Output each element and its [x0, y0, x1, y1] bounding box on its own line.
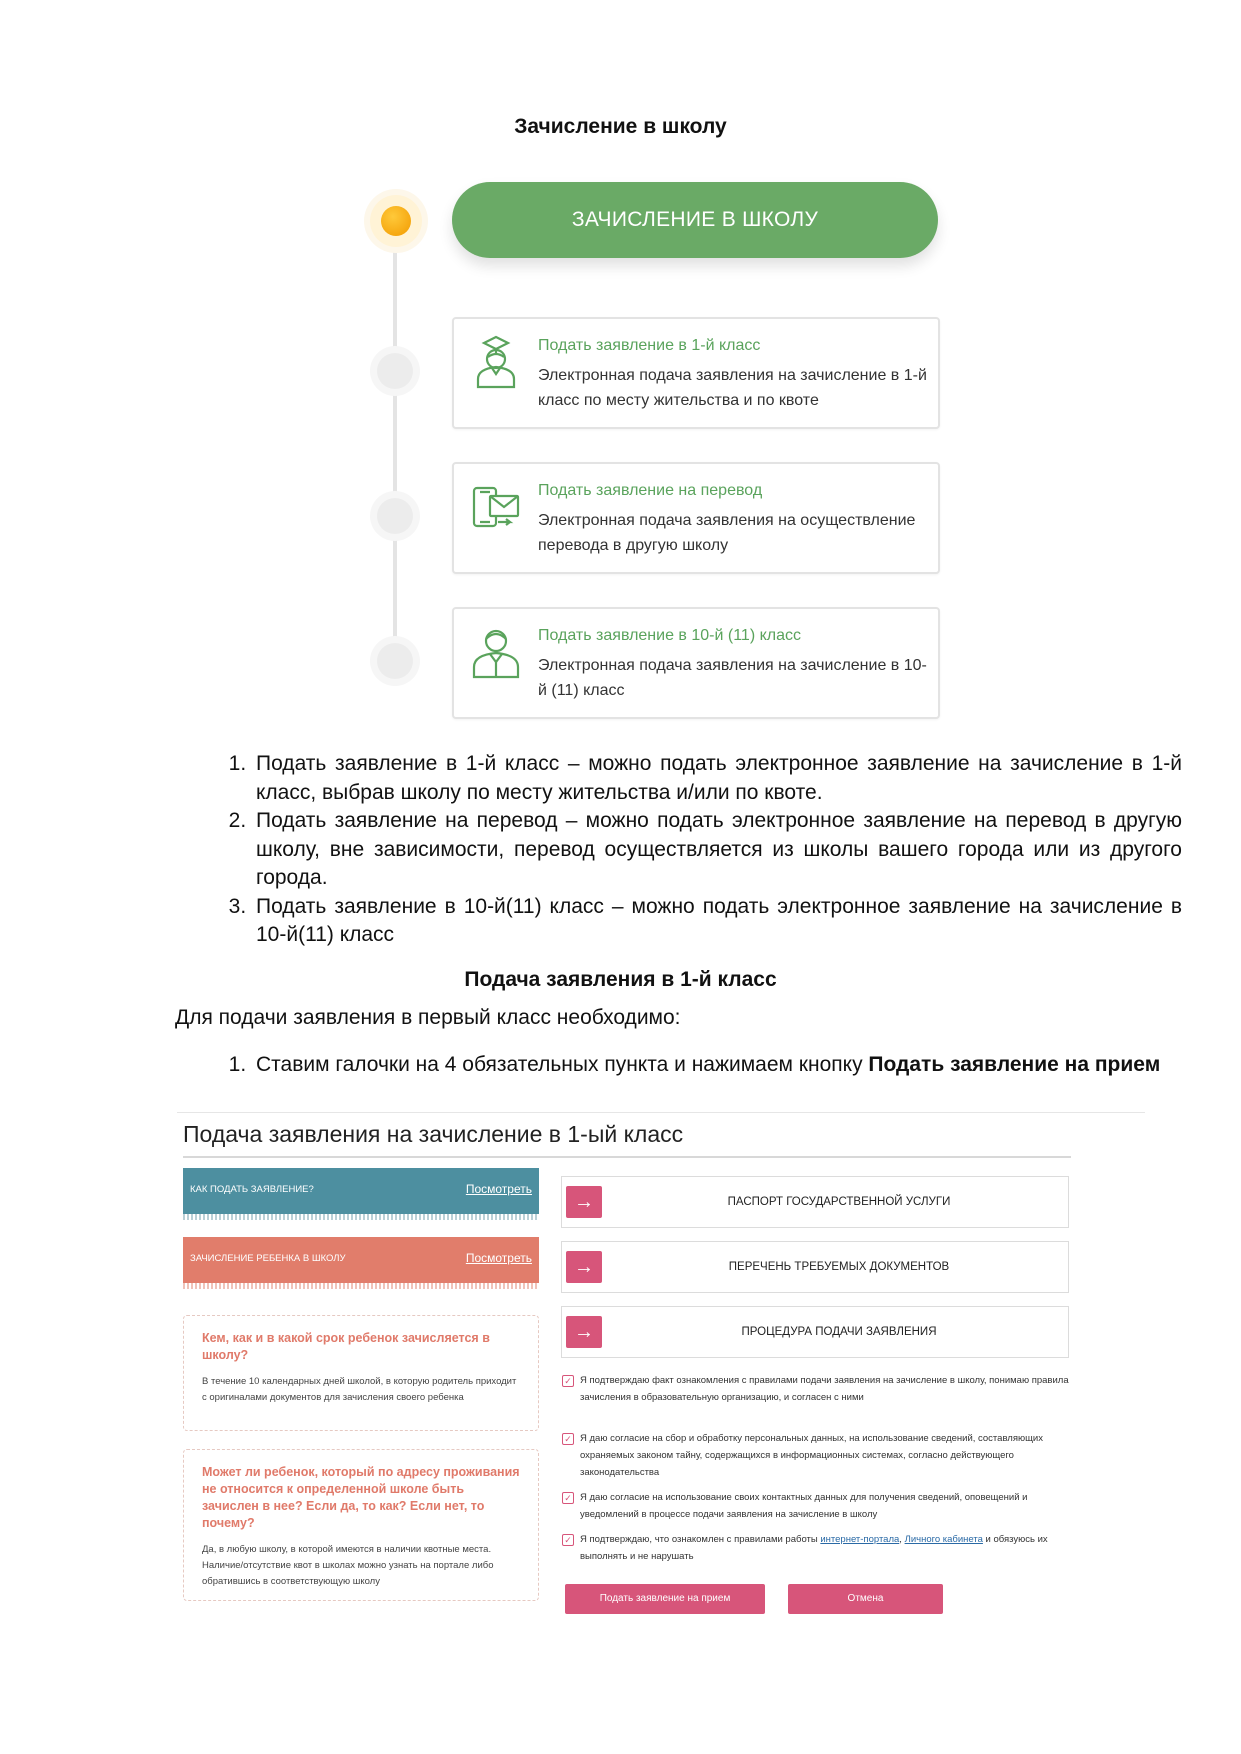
service-card-tenth-grade[interactable]	[452, 607, 940, 719]
steps-list	[220, 1051, 1182, 1080]
checkbox-label: Я подтверждаю факт ознакомления с правилами подачи заявления на зачисление в школу, понимаю правила зачисления в образовательную организацию, и согласен с ними	[580, 1375, 1069, 1403]
checkbox-checked-icon[interactable]: ✓	[562, 1492, 574, 1504]
faq-question: Кем, как и в какой срок ребенок зачисляется в школу?	[202, 1331, 490, 1362]
portal-link[interactable]: интернет-портала	[820, 1534, 900, 1545]
view-link[interactable]: Посмотреть	[465, 1182, 532, 1196]
list-item	[252, 1051, 1182, 1080]
how-to-apply-banner	[183, 1168, 539, 1214]
section-title: Подача заявления в 1-й класс	[464, 968, 777, 991]
consent-rules-checkbox[interactable]	[562, 1372, 1072, 1424]
document-title: Зачисление в школу	[514, 115, 727, 138]
checkbox-checked-icon[interactable]: ✓	[562, 1433, 574, 1445]
checkbox-checked-icon[interactable]: ✓	[562, 1534, 574, 1546]
procedure-link[interactable]	[561, 1306, 1069, 1358]
timeline-active-dot	[370, 195, 422, 247]
divider	[183, 1156, 1071, 1158]
timeline-line	[393, 222, 397, 670]
consent-personal-data-checkbox[interactable]	[562, 1430, 1072, 1482]
banner-label: КАК ПОДАТЬ ЗАЯВЛЕНИЕ?	[190, 1184, 314, 1195]
service-explanation-list	[220, 750, 1182, 950]
service-card-first-grade[interactable]	[452, 317, 940, 429]
step-bold-text: Подать заявление на прием	[868, 1053, 1161, 1076]
step-text: Ставим галочки на 4 обязательных пункта и нажимаем кнопку	[256, 1053, 869, 1076]
faq-answer: В течение 10 календарных дней школой, в которую родитель приходит с оригиналами документов для зачисления своего ребенка	[202, 1376, 517, 1403]
transfer-envelope-icon	[468, 478, 524, 536]
list-item: 3. Подать заявление в 10-й(11) класс – можно подать электронное заявление на зачисление в 10-й(11) класс	[252, 893, 1182, 950]
checkbox-label: Я даю согласие на сбор и обработку персональных данных, на использование сведений, составляющих охраняемых законом тайну, содержащихся в информационных системах, согласно действующего законодательства	[580, 1433, 1043, 1478]
card-description: Электронная подача заявления на зачисление в 1-й класс по месту жительства и по квоте	[538, 367, 927, 409]
link-label: ПЕРЕЧЕНЬ ТРЕБУЕМЫХ ДОКУМЕНТОВ	[728, 1261, 950, 1273]
student-icon	[468, 333, 524, 391]
graduate-icon	[468, 623, 524, 681]
card-description: Электронная подача заявления на зачисление в 10-й (11) класс	[538, 657, 927, 699]
personal-cabinet-link[interactable]: Личного кабинета	[904, 1534, 983, 1545]
consent-portal-rules-checkbox[interactable]	[562, 1531, 1072, 1567]
card-title: Подать заявление на перевод	[538, 482, 763, 499]
card-title: Подать заявление в 10-й (11) класс	[538, 627, 801, 644]
divider	[177, 1112, 1145, 1113]
banner-label: ЗАЧИСЛЕНИЕ РЕБЕНКА В ШКОЛУ	[190, 1253, 346, 1264]
checkbox-label	[580, 1531, 1070, 1565]
list-item: 2. Подать заявление на перевод – можно подать электронное заявление на перевод в другую школу, вне зависимости, перевод осуществляется из школы вашего города или из другого города.	[252, 807, 1182, 893]
service-card-transfer[interactable]	[452, 462, 940, 574]
faq-answer: Да, в любую школу, в которой имеются в наличии квотные места. Наличие/отсутствие квот в школах можно узнать на портале либо обратившись в соответствующую школу	[202, 1544, 494, 1587]
view-link[interactable]: Посмотреть	[465, 1251, 532, 1265]
label-text: Я подтверждаю, что ознакомлен с правилами работы	[580, 1534, 821, 1545]
faq-question: Может ли ребенок, который по адресу проживания не относится к определенной школе быть зачислен в нее? Если да, то как? Если нет, то почему?	[202, 1465, 520, 1530]
faq-card	[183, 1315, 539, 1431]
consent-contacts-checkbox[interactable]	[562, 1489, 1072, 1525]
checkbox-label: Я даю согласие на использование своих контактных данных для получения сведений, оповещений и уведомлений в процессе подачи заявления на зачисление в школу	[580, 1492, 1028, 1520]
card-description: Электронная подача заявления на осуществление перевода в другую школу	[538, 512, 916, 554]
separator: ,	[899, 1534, 905, 1545]
timeline-dot	[377, 353, 413, 389]
enroll-school-button[interactable]: ЗАЧИСЛЕНИЕ В ШКОЛУ	[452, 182, 938, 258]
section-intro: Для подачи заявления в первый класс необходимо:	[175, 1006, 681, 1029]
list-item: 1. Подать заявление в 1-й класс – можно подать электронное заявление на зачисление в 1-й класс, выбрав школу по месту жительства и/или по квоте.	[252, 750, 1182, 807]
timeline-dot	[377, 498, 413, 534]
timeline-dot	[377, 643, 413, 679]
arrow-right-icon: →	[566, 1186, 602, 1218]
submit-application-button[interactable]: Подать заявление на прием	[565, 1584, 765, 1614]
arrow-right-icon: →	[566, 1316, 602, 1348]
documents-list-link[interactable]	[561, 1241, 1069, 1293]
checkbox-checked-icon[interactable]: ✓	[562, 1375, 574, 1387]
service-passport-link[interactable]	[561, 1176, 1069, 1228]
link-label: ПРОЦЕДУРА ПОДАЧИ ЗАЯВЛЕНИЯ	[741, 1326, 937, 1338]
cancel-button[interactable]: Отмена	[788, 1584, 943, 1614]
label-text: и обязуюсь их выполнять и не нарушать	[580, 1534, 1048, 1562]
faq-card	[183, 1449, 539, 1601]
link-label: ПАСПОРТ ГОСУДАРСТВЕННОЙ УСЛУГИ	[727, 1196, 951, 1208]
form-title: Подача заявления на зачисление в 1-ый класс	[183, 1121, 684, 1147]
enrollment-banner	[183, 1237, 539, 1283]
card-title: Подать заявление в 1-й класс	[538, 337, 761, 354]
arrow-right-icon: →	[566, 1251, 602, 1283]
